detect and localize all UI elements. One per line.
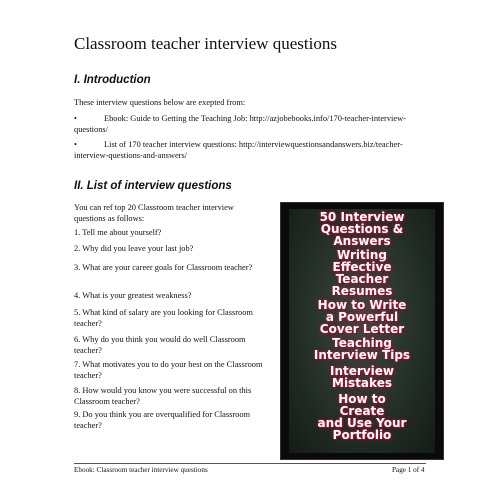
question-item: 7. What motivates you to do your best on the Classroom teacher? [74,360,263,380]
question-item: 5. What kind of salary are you looking for Classroom teacher? [74,308,253,328]
banner-line: Mistakes [332,376,392,390]
banner-line: Teaching [332,336,392,350]
banner-line: Writing [336,248,388,262]
banner-line: Portfolio [332,428,392,442]
question-item: 1. Tell me about yourself? [74,228,162,237]
banner-line: Interview [330,364,394,378]
banner-line: Resumes [331,284,393,298]
banner-line: Teacher [335,272,389,286]
banner-line: and Use Your [317,416,407,430]
ebook-promo-banner [280,202,444,460]
bullet-marker: • [74,140,77,149]
banner-line: Create [339,404,385,418]
banner-line: Effective [332,260,392,274]
banner-line: Questions & [320,222,404,236]
question-item: 2. Why did you leave your last job? [74,244,194,253]
section-heading-introduction: I. Introduction [74,74,151,86]
question-item: 6. Why do you think you would do well Classroom teacher? [74,335,246,355]
intro-paragraph: These interview questions below are exepted from: [74,98,246,107]
question-item: 8. How would you know you were successful on this Classroom teacher? [74,386,252,406]
banner-line: Cover Letter [319,322,405,336]
banner-line: How to Write [317,298,407,312]
footer-divider [74,463,426,464]
banner-line: a Powerful [325,310,399,324]
question-item: 3. What are your career goals for Classroom teacher? [74,263,253,272]
question-item: 9. Do you think you are overqualified for Classroom teacher? [74,410,251,430]
questions-intro: You can ref top 20 Classroom teacher interview questions as follows: [74,203,234,223]
banner-line: Answers [333,234,391,248]
bullet-marker: • [74,114,77,123]
question-item: 4. What is your greatest weakness? [74,291,192,300]
chalkboard-background [289,209,435,453]
banner-line: How to [338,392,386,406]
banner-line: 50 Interview [319,210,405,224]
page-number: Page 1 of 4 [392,466,425,474]
bullet-item [74,140,426,161]
page-title: Classroom teacher interview questions [74,34,337,53]
bullet-text: List of 170 teacher interview questions: http://interviewquestionsandanswers.biz/teacher-interview-questions-and-answers/ [74,140,403,160]
banner-line: Interview Tips [313,348,411,362]
footer-title: Ebook: Classroom teacher interview questions [74,466,208,474]
bullet-text: Ebook: Guide to Getting the Teaching Job: http://azjobebooks.info/170-teacher-interview-questions/ [74,114,406,134]
section-heading-questions: II. List of interview questions [74,180,232,192]
bullet-item [74,114,426,135]
